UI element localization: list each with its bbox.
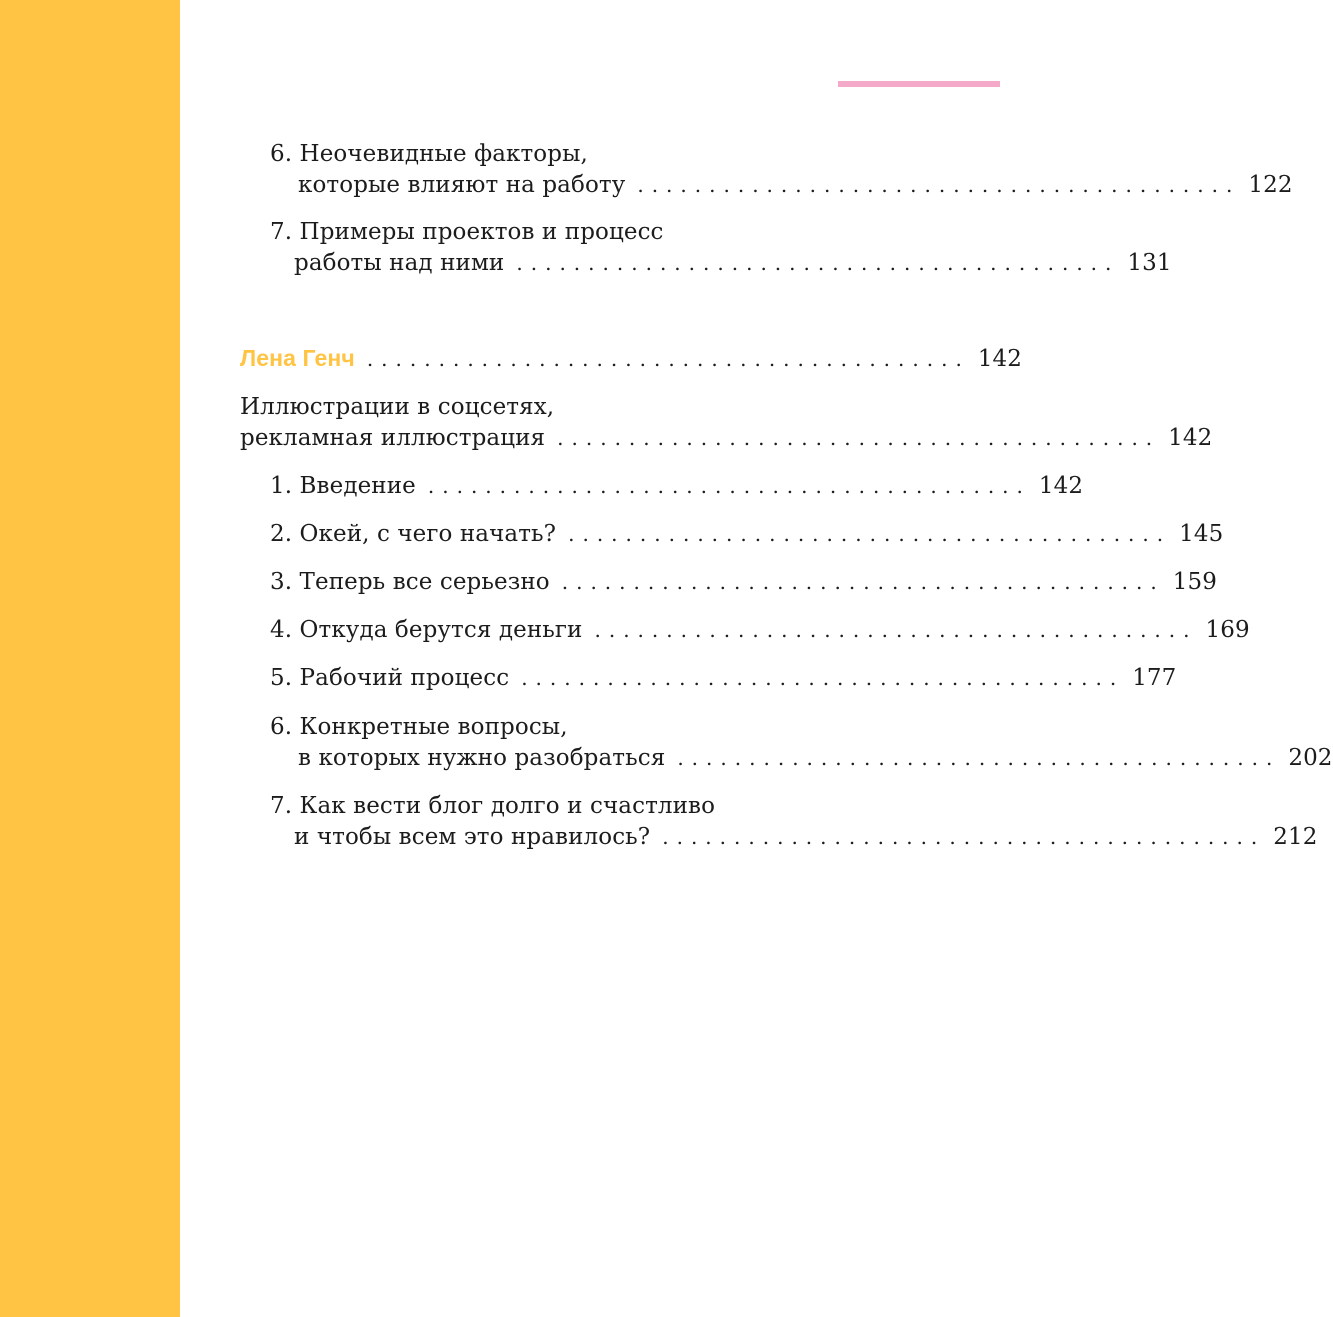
toc-entry-line [270,615,1250,646]
toc-page-number: 177 [1132,665,1177,691]
toc-page-number: 122 [1248,172,1293,198]
dot-leader: .......................................... [516,251,1120,275]
toc-entry-title-cont: которые влияют на работу [298,172,626,198]
dot-leader: .......................................... [521,666,1125,690]
dot-leader: .......................................... [568,522,1172,546]
dot-leader: .......................................... [637,173,1241,197]
toc-entry-line [270,567,1217,598]
toc-page-number: 142 [1168,425,1213,451]
toc-entry-title: 7. Примеры проектов и процесс [270,219,664,245]
toc-entry-title: 2. Окей, с чего начать? [270,521,557,547]
dot-leader: .......................................... [677,746,1281,770]
toc-page-number: 212 [1273,824,1318,850]
toc-entry-line [270,519,1224,550]
toc-entry-line [240,392,836,423]
toc-page-number: 142 [1038,473,1084,499]
toc-entry-line [270,712,836,743]
toc-entry-line [270,471,1084,502]
toc-entry-line [240,423,1213,454]
toc-entry-title-cont: и чтобы всем это нравилось? [294,824,651,850]
toc-page-number: 159 [1172,569,1217,595]
toc-page-number: 145 [1179,521,1224,547]
toc-section-title: Иллюстрации в соцсетях, [240,394,555,420]
toc-entry-line [270,248,1172,279]
toc-section-illustration[interactable] [240,392,1213,454]
toc-entry-title: 3. Теперь все серьезно [270,569,550,595]
toc-entry-title: 6. Неочевидные факторы, [270,141,588,167]
toc-section-title-cont: рекламная иллюстрация [240,425,546,451]
toc-entry-title: 5. Рабочий процесс [270,665,510,691]
dot-leader: .......................................... [561,570,1165,594]
dot-leader: .......................................... [366,347,970,371]
toc-entry-line [240,343,1023,374]
toc-entry-6-factors[interactable] [270,139,1293,201]
toc-entry-title: 4. Откуда берутся деньги [270,617,583,643]
toc-entry-2-start[interactable] [270,519,1224,550]
dot-leader: .......................................... [427,474,1031,498]
toc-page-number: 142 [977,346,1023,372]
toc-page-number: 202 [1288,745,1333,771]
toc-entry-line [270,822,1318,853]
toc-entry-line [270,663,1177,694]
toc-entry-title: 6. Конкретные вопросы, [270,714,568,740]
dot-leader: .......................................... [557,426,1161,450]
toc-entry-line [270,170,1293,201]
toc-entry-7-examples[interactable] [270,217,1172,279]
toc-entry-title-cont: в которых нужно разобраться [298,745,666,771]
author-name: Лена Генч [240,345,355,371]
toc-page-number: 131 [1127,250,1172,276]
toc-entry-7-blog[interactable] [270,791,1318,853]
dot-leader: .......................................... [662,825,1266,849]
toc-entry-4-money[interactable] [270,615,1250,646]
toc-entry-line [270,217,836,248]
toc-page-number: 169 [1205,617,1250,643]
dot-leader: .......................................... [594,618,1198,642]
toc-entry-3-serious[interactable] [270,567,1217,598]
pink-accent-rule [838,81,1000,87]
toc-entry-line [270,743,1333,774]
toc-entry-6-questions[interactable] [270,712,1333,774]
toc-entry-line [270,139,836,170]
toc-entry-title: 7. Как вести блог долго и счастливо [270,793,716,819]
toc-author-lena-gench[interactable] [240,343,1023,374]
yellow-side-band [0,0,180,1317]
toc-entry-title-cont: работы над ними [294,250,505,276]
toc-entry-title: 1. Введение [270,473,416,499]
toc-entry-1-intro[interactable] [270,471,1084,502]
toc-entry-line [270,791,836,822]
toc-entry-5-workflow[interactable] [270,663,1177,694]
